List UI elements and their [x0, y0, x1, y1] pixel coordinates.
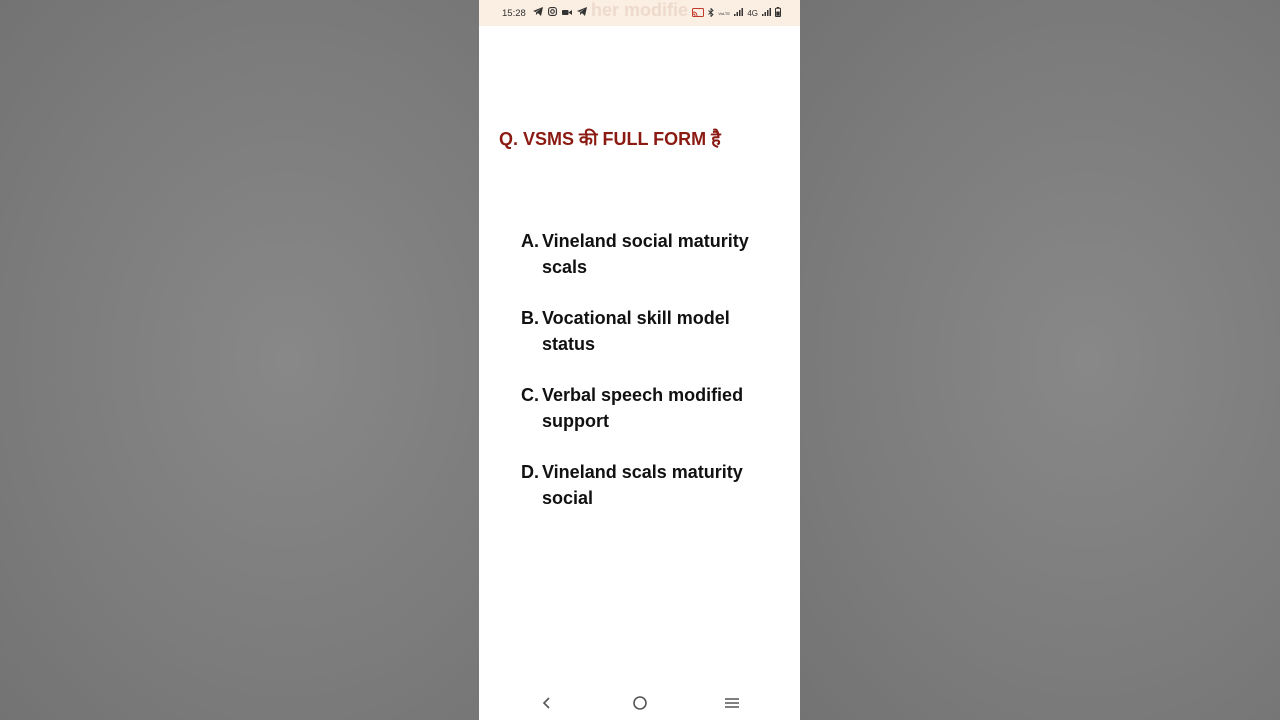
option-text: Verbal speech modified support — [542, 385, 744, 431]
volte-icon: VoLTE — [718, 11, 731, 16]
back-button[interactable] — [535, 692, 559, 714]
option-text: Vineland scals maturity social — [542, 462, 743, 508]
telegram-icon — [577, 7, 587, 18]
option-text: Vineland social maturity scals — [542, 231, 749, 277]
video-icon — [562, 8, 572, 18]
menu-lines-icon — [724, 696, 740, 710]
option-b[interactable] — [521, 306, 781, 358]
phone-screen — [479, 0, 800, 720]
status-left-icons — [533, 7, 587, 18]
video-backdrop-right — [800, 0, 1280, 720]
back-chevron-icon — [541, 696, 553, 710]
option-letter: D. — [521, 462, 539, 482]
option-d[interactable] — [521, 460, 781, 512]
home-circle-icon — [632, 695, 648, 711]
signal-icon — [762, 8, 771, 19]
recent-apps-button[interactable] — [720, 692, 744, 714]
option-letter: A. — [521, 231, 539, 251]
status-time: 15:28 — [502, 8, 526, 19]
video-backdrop-left — [0, 0, 479, 720]
network-4g-icon: 4G — [747, 8, 758, 18]
question-title: Q. VSMS की FULL FORM है — [499, 129, 721, 149]
ghost-title-text: her modifie — [591, 0, 689, 20]
battery-icon — [775, 7, 781, 20]
bluetooth-icon — [708, 8, 714, 20]
navigation-bar — [479, 688, 800, 718]
signal-icon — [734, 8, 743, 19]
cast-icon — [692, 8, 704, 20]
home-button[interactable] — [628, 692, 652, 714]
telegram-icon — [533, 7, 543, 18]
status-right-icons — [692, 7, 781, 20]
option-text: Vocational skill model status — [542, 308, 730, 354]
option-letter: C. — [521, 385, 539, 405]
option-c[interactable] — [521, 383, 781, 435]
status-bar — [479, 0, 800, 26]
option-a[interactable] — [521, 229, 781, 281]
option-letter: B. — [521, 308, 539, 328]
options-list — [521, 229, 781, 537]
instagram-icon — [548, 7, 557, 18]
